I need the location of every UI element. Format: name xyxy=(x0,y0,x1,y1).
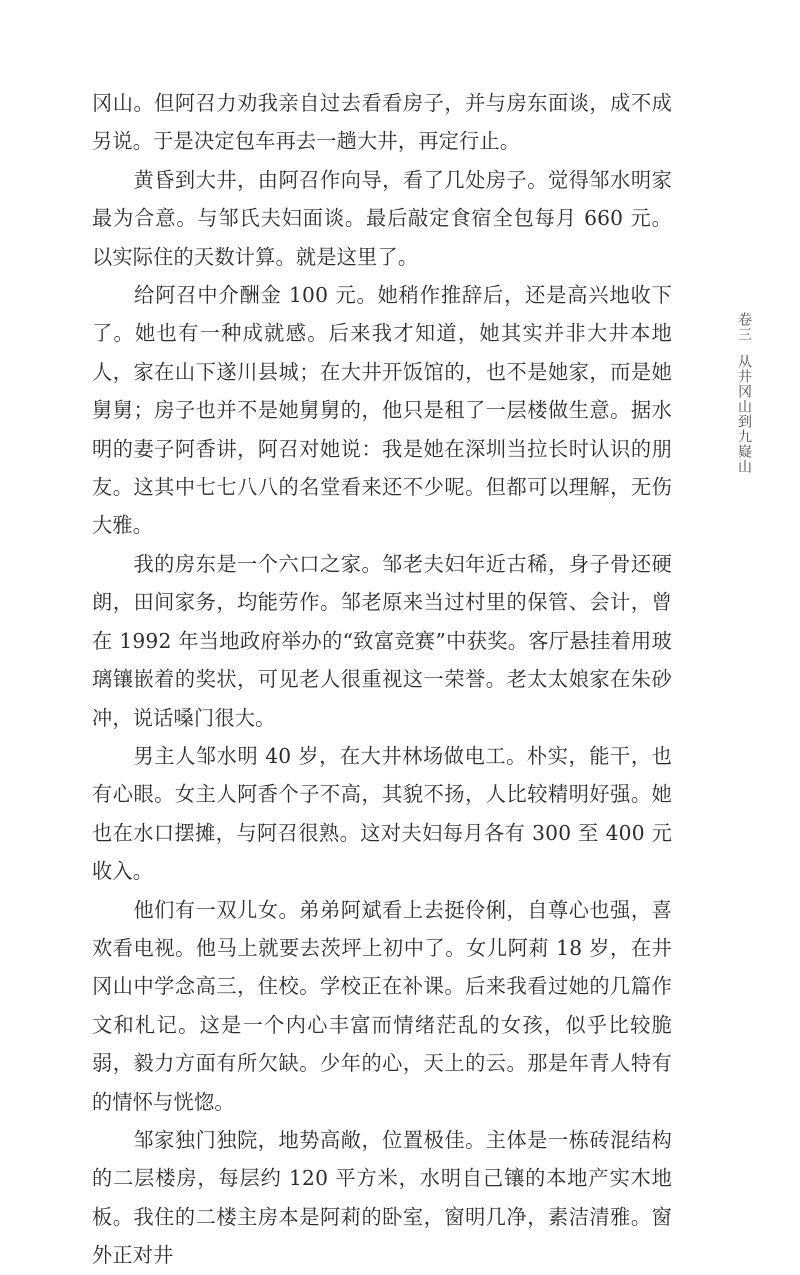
body-text xyxy=(92,84,672,1275)
paragraph-3: 给阿召中介酬金 100 元。她稍作推辞后，还是高兴地收下了。她也有一种成就感。后来我才知道，她其实并非大井本地人，家在山下遂川县城；在大井开饭馆的，也不是她家，而是她舅舅；房子也并不是她舅舅的，他只是租了一层楼做生意。据水明的妻子阿香讲，阿召对她说：我是她在深圳当拉长时认识的朋友。这其中七七八八的名堂看来还不少呢。但都可以理解，无伤大雅。 xyxy=(92,283,672,538)
paragraph-4: 我的房东是一个六口之家。邹老夫妇年近古稀，身子骨还硬朗，田间家务，均能劳作。邹老原来当过村里的保管、会计，曾在 1992 年当地政府举办的“致富竞赛”中获奖。客厅悬挂着用玻璃镶嵌着的奖状，可见老人很重视这一荣誉。老太太娘家在朱砂冲，说话嗓门很大。 xyxy=(92,551,672,730)
paragraph-1: 冈山。但阿召力劝我亲自过去看看房子，并与房东面谈，成不成另说。于是决定包车再去一趟大井，再定行止。 xyxy=(92,91,672,154)
running-header xyxy=(730,312,758,474)
paragraph-7: 邹家独门独院，地势高敞，位置极佳。主体是一栋砖混结构的二层楼房，每层约 120 平方米，水明自己镶的本地产实木地板。我住的二楼主房本是阿莉的卧室，窗明几净，素洁清雅。窗外正对井 xyxy=(92,1127,672,1268)
paragraph-6: 他们有一双儿女。弟弟阿斌看上去挺伶俐，自尊心也强，喜欢看电视。他马上就要去茨坪上初中了。女儿阿莉 18 岁，在井冈山中学念高三，住校。学校正在补课。后来我看过她的几篇作文和札记。这是一个内心丰富而情绪茫乱的女孩，似乎比较脆弱，毅力方面有所欠缺。少年的心，天上的云。那是年青人特有的情怀与恍惚。 xyxy=(92,897,672,1114)
chapter-title: 从井冈山到九嶷山 xyxy=(736,354,752,474)
paragraph-2: 黄昏到大井，由阿召作向导，看了几处房子。觉得邹水明家最为合意。与邹氏夫妇面谈。最后敲定食宿全包每月 660 元。以实际住的天数计算。就是这里了。 xyxy=(92,167,672,269)
volume-label: 卷三 xyxy=(736,312,752,342)
paragraph-5: 男主人邹水明 40 岁，在大井林场做电工。朴实，能干，也有心眼。女主人阿香个子不高，其貌不扬，人比较精明好强。她也在水口摆摊，与阿召很熟。这对夫妇每月各有 300 至 400 元收入。 xyxy=(92,743,672,884)
